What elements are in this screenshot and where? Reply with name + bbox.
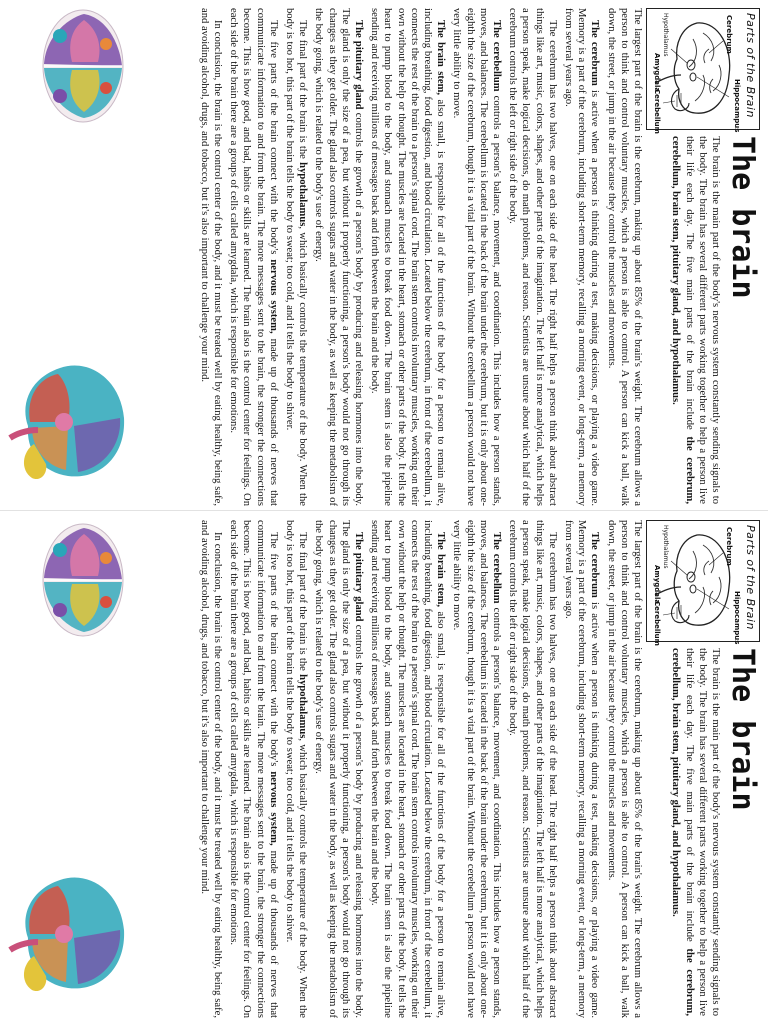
label-hippocampus: Hippocampus [733, 79, 741, 133]
paragraph-cerebellum: The cerebellum controls a person's balance, movement, and coordination. This includes how a person stands, moves, and balances. The cerebellum is located in the back of the brain under the cerebrum, but it is only about one-eighth the size of the cerebrum, though it is a vital part of the brain. Without the cerebellum a person would not have very little ability to move. [451, 520, 502, 1019]
term-cerebellum: The cerebellum [490, 20, 502, 92]
label-cerebrum: Cerebrum [725, 527, 733, 566]
term-hypothalamus: hypothalamus [297, 674, 309, 739]
label-hypothalamus: Hypothalamus [662, 13, 669, 57]
intro-lead: The brain is the main part of the body's nervous system constantly sending signals to the body. The brain has several different parts working together to help a person live their life each day. The five main parts of the brain include [683, 136, 721, 504]
term-pituitary: The pituitary gland [352, 20, 364, 110]
label-cerebrum: Cerebrum [725, 15, 733, 54]
term-brain-stem: The brain stem, [435, 20, 447, 96]
paragraph-pituitary: The pituitary gland controls the growth of a person's body by producing and releasing hormones into the body. The gland is only the size of a pea, but without it properly functioning, a person's body would not go through its changes as they get older. The gland also controls sugars and water in the body, as well as keeping the metabolism of the body going, which is related to the body's use of energy. [313, 8, 364, 506]
intro-lead: The brain is the main part of the body's nervous system constantly sending signals to the body. The brain has several different parts working together to help a person live their life each day. The five main parts of the brain include [683, 648, 721, 1016]
paragraph-nervous-system: The five parts of the brain connect with the body's nervous system, made up of thousands of nerves that communicate information to and from the brain. The more messages sent to the brain, the stronger the connections become. This is how good, and bad, habits or skills are learned. The brain also is the control center for feelings. On each side of the brain there are a groups of cells called amygdala, which is responsible for emotions. [228, 8, 279, 506]
term-cerebellum: The cerebellum [490, 532, 502, 604]
paragraph-cerebrum-halves: The cerebrum has two halves, one on each side of the head. The right half helps a person think about abstract things like art, music, colors, shapes, and other parts of the imagination. The left half is more analytical, which helps a person speak, make logical decisions, do math problems, and reason. Scientists are unsure about which half of the cerebrum controls the left or right side of the body. [507, 8, 558, 506]
label-amygdala: Amygdala [653, 53, 661, 93]
term-brain-stem: The brain stem, [435, 532, 447, 608]
term-cerebrum: The cerebrum [589, 20, 601, 86]
intro-paragraph [669, 648, 722, 1016]
body-text [195, 8, 645, 506]
parts-of-brain-diagram [646, 520, 760, 646]
paragraph-hypothalamus: The final part of the brain is the hypothalamus, which basically controls the temperature of the body. When the body is too hot, this part of the brain tells the body to sweat; too cold, and it tells the body to shiver. [283, 8, 309, 506]
paragraph-cerebrum-intro: The largest part of the brain is the cerebrum, making up about 85% of the brain's weight. The cerebrum allows a person to think and control voluntary muscles, which a person is able to control. A person can kick a ball, walk down, the street, or jump in the air because they control the muscles and movements. [605, 520, 643, 1018]
paragraph-cerebrum-active: The cerebrum is active when a person is thinking during a test, making decisions, or playing a video game. Memory is a part of the cerebrum, including short-term memory, recalling a morning event, or long-term, a memory from several years ago. [562, 520, 601, 1018]
paragraph-cerebrum-active: The cerebrum is active when a person is thinking during a test, making decisions, or playing a video game. Memory is a part of the cerebrum, including short-term memory, recalling a morning event, or long-term, a memory from several years ago. [562, 8, 601, 506]
intro-parts: the cerebrum, cerebellum, brain stem, pituitary gland, and hypothalamus. [670, 136, 695, 504]
header [642, 520, 760, 1018]
paragraph-conclusion: In conclusion, the brain is the control center of the body, and it must be treated well by eating healthy, being safe, and avoiding alcohol, drugs, and tobacco, but it's also important to challenge your mind. [198, 520, 223, 1018]
term-hypothalamus: hypothalamus [297, 162, 309, 227]
term-nervous-system: nervous system, [267, 259, 279, 334]
label-cerebellum: Cerebellum [653, 601, 661, 646]
page-title: The brain [725, 648, 760, 811]
paragraph-cerebrum-halves: The cerebrum has two halves, one on each side of the head. The right half helps a person think about abstract things like art, music, colors, shapes, and other parts of the imagination. The left half is more analytical, which helps a person speak, make logical decisions, do math problems, and reason. Scientists are unsure about which half of the cerebrum controls the left or right side of the body. [507, 520, 558, 1018]
label-hypothalamus: Hypothalamus [662, 525, 669, 569]
term-cerebrum: The cerebrum [589, 532, 601, 598]
colorful-brain-side-view-icon [8, 860, 138, 1000]
colorful-brain-top-view-icon [38, 520, 128, 640]
term-pituitary: The pituitary gland [352, 532, 364, 622]
parts-of-brain-diagram [646, 8, 760, 134]
term-nervous-system: nervous system, [267, 771, 279, 846]
label-amygdala: Amygdala [653, 565, 661, 605]
diagram-title: Parts of the Brain [744, 525, 757, 630]
paragraph-hypothalamus: The final part of the brain is the hypothalamus, which basically controls the temperature of the body. When the body is too hot, this part of the brain tells the body to sweat; too cold, and it tells the body to shiver. [283, 520, 309, 1018]
paragraph-pituitary: The pituitary gland controls the growth of a person's body by producing and releasing hormones into the body. The gland is only the size of a pea, but without it properly functioning, a person's body would not go through its changes as they get older. The gland also controls sugars and water in the body, as well as keeping the metabolism of the body going, which is related to the body's use of energy. [313, 520, 364, 1018]
colorful-brain-side-view-icon [8, 348, 138, 488]
paragraph-conclusion: In conclusion, the brain is the control center of the body, and it must be treated well by eating healthy, being safe, and avoiding alcohol, drugs, and tobacco, but it's also important to challenge your mind. [198, 8, 223, 506]
label-hippocampus: Hippocampus [733, 591, 741, 645]
page-title: The brain [725, 136, 760, 299]
intro-paragraph [669, 136, 722, 504]
label-cerebellum: Cerebellum [653, 89, 661, 134]
diagram-title: Parts of the Brain [744, 13, 757, 118]
intro-parts: the cerebrum, cerebellum, brain stem, pituitary gland, and hypothalamus. [670, 648, 695, 1016]
header [642, 8, 760, 506]
body-text [195, 520, 645, 1018]
paragraph-cerebrum-intro: The largest part of the brain is the cerebrum, making up about 85% of the brain's weight. The cerebrum allows a person to think and control voluntary muscles, which a person is able to control. A person can kick a ball, walk down, the street, or jump in the air because they control the muscles and movements. [605, 8, 643, 506]
paragraph-brain-stem: The brain stem, also small, is responsible for all of the functions of the body for a person to remain alive, including breathing, food digestion, and blood circulation. Located below the cerebrum, in front of the cerebellum, it connects the rest of the brain to a person's spinal cord. The brain stem controls involuntary muscles, working on their own without the help or thought. The muscles are located in the heart, stomach or other parts of the body. It tells the heart to pump blood to the body, and stomach muscles to break food down. The brain stem is also the pipeline sending and receiving millions of messages back and forth between the brain and the body. [369, 8, 447, 506]
paragraph-nervous-system: The five parts of the brain connect with the body's nervous system, made up of thousands of nerves that communicate information to and from the brain. The more messages sent to the brain, the stronger the connections become. This is how good, and bad, habits or skills are learned. The brain also is the control center for feelings. On each side of the brain there are a groups of cells called amygdala, which is responsible for emotions. [228, 520, 279, 1018]
paragraph-brain-stem: The brain stem, also small, is responsible for all of the functions of the body for a person to remain alive, including breathing, food digestion, and blood circulation. Located below the cerebrum, in front of the cerebellum, it connects the rest of the brain to a person's spinal cord. The brain stem controls involuntary muscles, working on their own without the help or thought. The muscles are located in the heart, stomach or other parts of the body. It tells the heart to pump blood to the body, and stomach muscles to break food down. The brain stem is also the pipeline sending and receiving millions of messages back and forth between the brain and the body. [369, 520, 447, 1018]
colorful-brain-top-view-icon [38, 6, 128, 126]
panel-divider [0, 510, 768, 511]
paragraph-cerebellum: The cerebellum controls a person's balance, movement, and coordination. This includes how a person stands, moves, and balances. The cerebellum is located in the back of the brain under the cerebrum, but it is only about one-eighth the size of the cerebrum, though it is a vital part of the brain. Without the cerebellum a person would not have very little ability to move. [451, 8, 502, 507]
